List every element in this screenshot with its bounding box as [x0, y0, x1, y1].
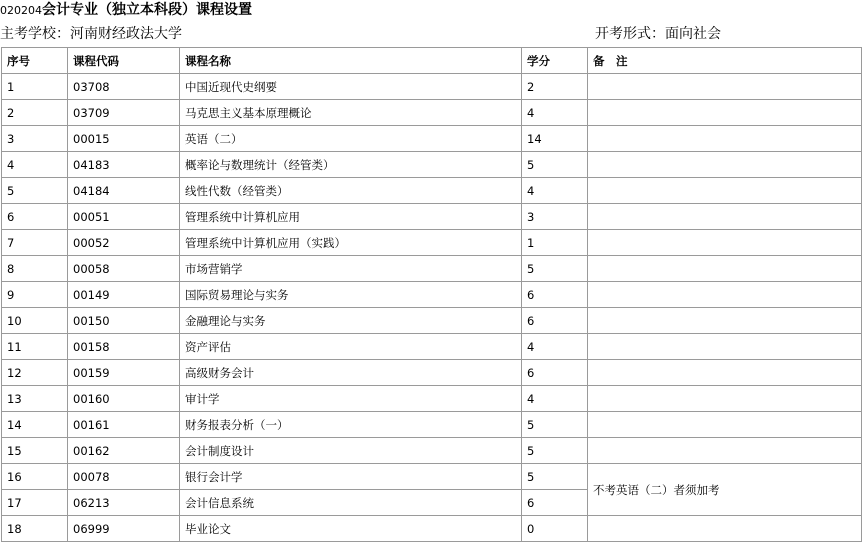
- cell-name: 国际贸易理论与实务: [180, 282, 522, 308]
- cell-no: 1: [2, 74, 68, 100]
- cell-name: 银行会计学: [180, 464, 522, 490]
- cell-no: 11: [2, 334, 68, 360]
- cell-credit: 2: [522, 74, 588, 100]
- cell-remark: [588, 438, 862, 464]
- cell-credit: 0: [522, 516, 588, 542]
- cell-name: 英语（二）: [180, 126, 522, 152]
- cell-credit: 4: [522, 100, 588, 126]
- table-row: [2, 126, 862, 152]
- cell-name: 审计学: [180, 386, 522, 412]
- cell-code: 00051: [68, 204, 180, 230]
- cell-code: 00078: [68, 464, 180, 490]
- cell-code: 00158: [68, 334, 180, 360]
- cell-name: 中国近现代史纲要: [180, 74, 522, 100]
- table-row: [2, 516, 862, 542]
- cell-no: 10: [2, 308, 68, 334]
- cell-code: 04184: [68, 178, 180, 204]
- cell-code: 00150: [68, 308, 180, 334]
- table-row: [2, 100, 862, 126]
- cell-code: 00052: [68, 230, 180, 256]
- table-row: [2, 152, 862, 178]
- table-row: [2, 360, 862, 386]
- cell-credit: 4: [522, 334, 588, 360]
- cell-no: 16: [2, 464, 68, 490]
- cell-no: 18: [2, 516, 68, 542]
- cell-remark: 不考英语（二）者须加考: [588, 464, 862, 516]
- cell-no: 15: [2, 438, 68, 464]
- table-row: [2, 334, 862, 360]
- header-no: 序号: [2, 48, 68, 74]
- cell-name: 马克思主义基本原理概论: [180, 100, 522, 126]
- cell-remark: [588, 256, 862, 282]
- header-name: 课程名称: [180, 48, 522, 74]
- table-row: [2, 412, 862, 438]
- host-school: 主考学校：河南财经政法大学: [0, 26, 182, 42]
- cell-name: 概率论与数理统计（经管类）: [180, 152, 522, 178]
- cell-credit: 14: [522, 126, 588, 152]
- cell-credit: 5: [522, 464, 588, 490]
- cell-no: 14: [2, 412, 68, 438]
- cell-no: 7: [2, 230, 68, 256]
- cell-credit: 5: [522, 256, 588, 282]
- cell-name: 高级财务会计: [180, 360, 522, 386]
- header-remark: 备 注: [588, 48, 862, 74]
- cell-credit: 1: [522, 230, 588, 256]
- cell-code: 00058: [68, 256, 180, 282]
- cell-code: 00161: [68, 412, 180, 438]
- cell-code: 00149: [68, 282, 180, 308]
- cell-name: 市场营销学: [180, 256, 522, 282]
- cell-credit: 5: [522, 438, 588, 464]
- page-title: [0, 1, 252, 19]
- cell-remark: [588, 178, 862, 204]
- table-row: [2, 282, 862, 308]
- header-credit: 学分: [522, 48, 588, 74]
- cell-credit: 6: [522, 282, 588, 308]
- cell-remark: [588, 152, 862, 178]
- cell-credit: 6: [522, 308, 588, 334]
- major-code: 020204: [0, 4, 42, 17]
- cell-code: 00160: [68, 386, 180, 412]
- cell-no: 3: [2, 126, 68, 152]
- cell-remark: [588, 230, 862, 256]
- table-row: [2, 464, 862, 490]
- cell-remark: [588, 412, 862, 438]
- cell-credit: 6: [522, 360, 588, 386]
- info-line: [0, 24, 863, 44]
- table-row: [2, 230, 862, 256]
- table-row: [2, 178, 862, 204]
- cell-code: 04183: [68, 152, 180, 178]
- cell-credit: 4: [522, 386, 588, 412]
- cell-remark: [588, 204, 862, 230]
- cell-credit: 5: [522, 412, 588, 438]
- cell-code: 03708: [68, 74, 180, 100]
- table-row: [2, 204, 862, 230]
- cell-no: 9: [2, 282, 68, 308]
- table-row: [2, 256, 862, 282]
- cell-remark: [588, 282, 862, 308]
- cell-no: 12: [2, 360, 68, 386]
- cell-remark: [588, 516, 862, 542]
- cell-code: 00015: [68, 126, 180, 152]
- course-table: [1, 47, 862, 542]
- table-row: [2, 386, 862, 412]
- cell-no: 13: [2, 386, 68, 412]
- cell-name: 管理系统中计算机应用: [180, 204, 522, 230]
- cell-name: 资产评估: [180, 334, 522, 360]
- table-row: [2, 308, 862, 334]
- cell-credit: 4: [522, 178, 588, 204]
- cell-no: 4: [2, 152, 68, 178]
- cell-remark: [588, 308, 862, 334]
- cell-code: 06999: [68, 516, 180, 542]
- exam-form: 开考形式：面向社会: [595, 26, 721, 42]
- table-header-row: [2, 48, 862, 74]
- cell-name: 管理系统中计算机应用（实践）: [180, 230, 522, 256]
- cell-code: 06213: [68, 490, 180, 516]
- cell-name: 线性代数（经管类）: [180, 178, 522, 204]
- cell-code: 03709: [68, 100, 180, 126]
- header-code: 课程代码: [68, 48, 180, 74]
- cell-code: 00162: [68, 438, 180, 464]
- cell-remark: [588, 126, 862, 152]
- cell-no: 8: [2, 256, 68, 282]
- cell-remark: [588, 100, 862, 126]
- cell-remark: [588, 74, 862, 100]
- cell-name: 会计制度设计: [180, 438, 522, 464]
- table-row: [2, 438, 862, 464]
- cell-no: 5: [2, 178, 68, 204]
- cell-no: 2: [2, 100, 68, 126]
- cell-remark: [588, 386, 862, 412]
- cell-remark: [588, 334, 862, 360]
- table-row: [2, 74, 862, 100]
- cell-credit: 3: [522, 204, 588, 230]
- cell-name: 会计信息系统: [180, 490, 522, 516]
- cell-remark: [588, 360, 862, 386]
- cell-credit: 6: [522, 490, 588, 516]
- cell-code: 00159: [68, 360, 180, 386]
- cell-no: 17: [2, 490, 68, 516]
- cell-name: 财务报表分析（一）: [180, 412, 522, 438]
- cell-no: 6: [2, 204, 68, 230]
- cell-name: 金融理论与实务: [180, 308, 522, 334]
- cell-name: 毕业论文: [180, 516, 522, 542]
- cell-credit: 5: [522, 152, 588, 178]
- major-name: 会计专业（独立本科段）课程设置: [42, 2, 252, 18]
